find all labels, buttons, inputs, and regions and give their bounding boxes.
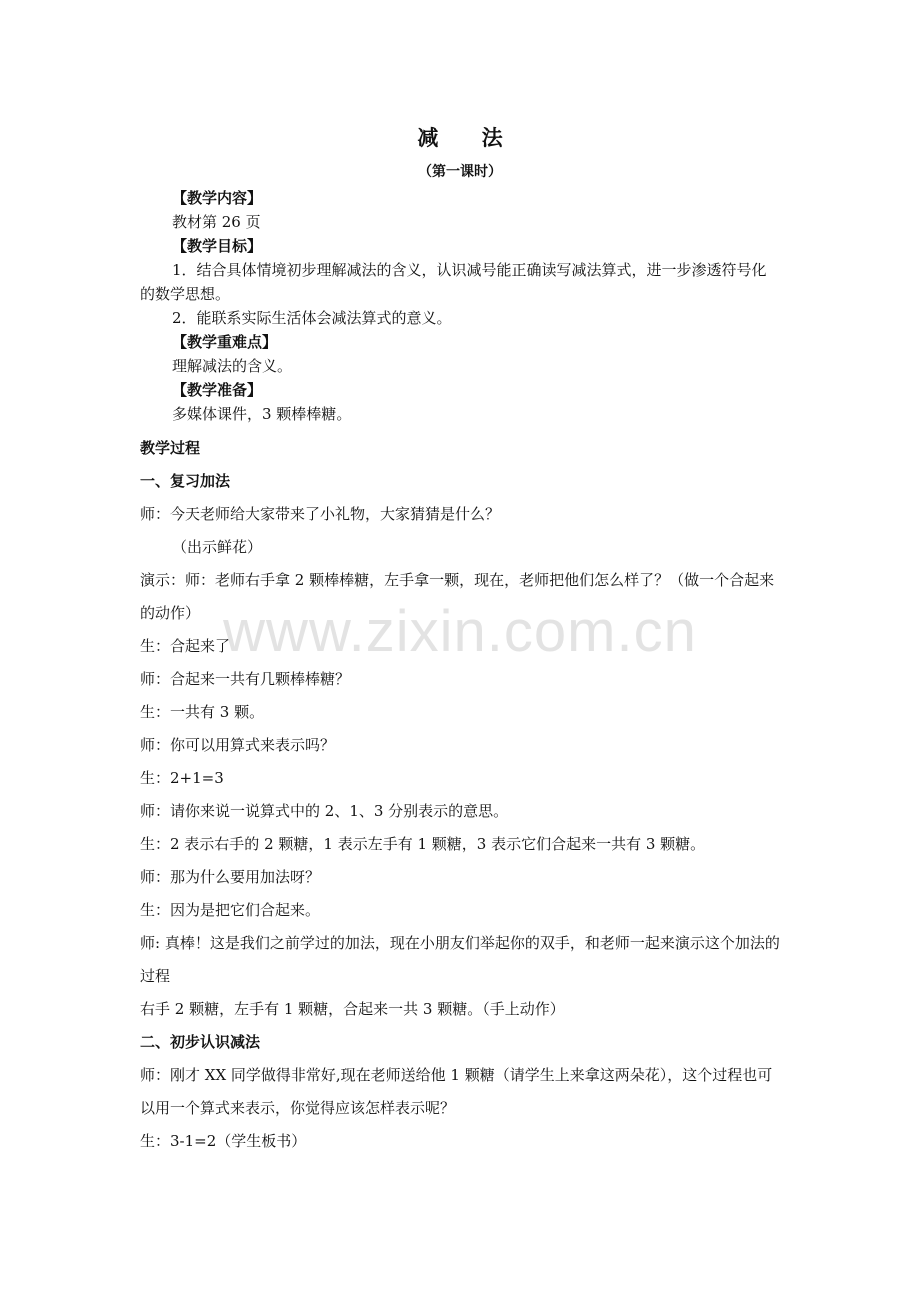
dialogue-line: 师：刚才 XX 同学做得非常好,现在老师送给他 1 颗糖（请学生上来拿这两朵花），这个过程也可以用一个算式来表示，你觉得应该怎样表示呢？ <box>140 1066 773 1117</box>
page-title: 减 法 <box>417 125 521 150</box>
section-heading: 教学过程 <box>140 439 201 457</box>
dialogue-line: 生：3-1=2（学生板书） <box>140 1132 307 1150</box>
dialogue-line: 生：2 表示右手的 2 颗糖，1 表示左手有 1 颗糖，3 表示它们合起来一共有 3 颗糖。 <box>140 835 706 853</box>
objective-1 <box>140 258 780 306</box>
dialogue-line: 生：一共有 3 颗。 <box>140 703 265 721</box>
dialogue-line: 师: 真棒！这是我们之前学过的加法，现在小朋友们举起你的双手，和老师一起来演示这个加法的过程 <box>140 934 780 985</box>
dialogue-line: 师：今天老师给大家带来了小礼物，大家猜猜是什么？ <box>140 505 501 523</box>
section-heading: 一、复习加法 <box>140 472 231 490</box>
dialogue-line: 生：2+1=3 <box>140 769 224 787</box>
dialogue-line: 右手 2 颗糖，左手有 1 颗糖，合起来一共 3 颗糖。（手上动作） <box>140 1000 565 1018</box>
dialogue-line: 生：合起来了 <box>140 637 231 655</box>
objectives-section <box>140 186 812 258</box>
objective-text: 1．结合具体情境初步理解减法的含义，认识减号能正确读写减法算式，进一步渗透符号化的数学思想。 <box>140 261 767 303</box>
section-heading: 二、初步认识减法 <box>140 1033 261 1051</box>
dialogue-line: 师：请你来说一说算式中的 2、1、3 分别表示的意思。 <box>140 802 509 820</box>
teaching-process <box>140 432 782 1158</box>
dialogue-line: （出示鲜花） <box>172 538 263 556</box>
header-line: 【教学内容】 <box>172 189 263 207</box>
header-line: 教材第 26 页 <box>172 213 261 231</box>
dialogue-line: 演示：师：老师右手拿 2 颗棒棒糖，左手拿一颗，现在，老师把他们怎么样了？（做一个合起来的动作） <box>140 571 775 622</box>
header-line: 【教学重难点】 <box>172 333 278 351</box>
dialogue-line: 师：你可以用算式来表示吗？ <box>140 736 336 754</box>
header-line: 【教学目标】 <box>172 237 263 255</box>
header-line: 【教学准备】 <box>172 381 263 399</box>
dialogue-line: 生：因为是把它们合起来。 <box>140 901 321 919</box>
dialogue-line: 师：那为什么要用加法呀？ <box>140 868 321 886</box>
dialogue-line: 师：合起来一共有几颗棒棒糖？ <box>140 670 351 688</box>
page-subtitle: （第一课时） <box>418 164 502 180</box>
header-line: 理解减法的含义。 <box>172 357 293 375</box>
objectives-tail <box>140 306 812 426</box>
header-line: 多媒体课件，3 颗棒棒糖。 <box>172 405 352 423</box>
header-line: 2．能联系实际生活体会减法算式的意义。 <box>172 309 452 327</box>
watermark: www.zixin.com.cn <box>223 599 697 664</box>
